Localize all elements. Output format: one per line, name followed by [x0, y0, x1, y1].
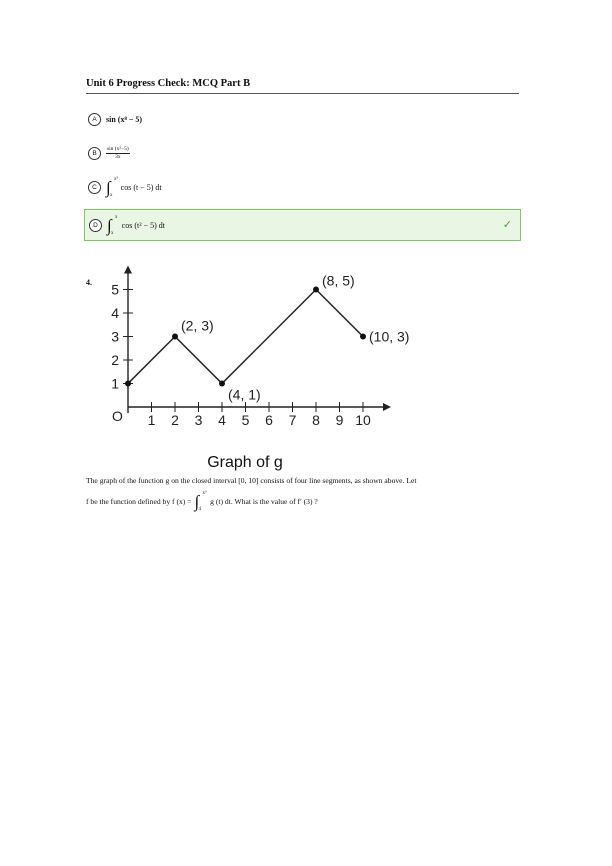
x-tick-label: 4 [218, 412, 226, 428]
option-c[interactable] [86, 174, 519, 200]
point-labels [181, 273, 409, 403]
y-tick-label: 3 [111, 328, 119, 345]
question-integral-sign: ∫ x³ 4 [194, 491, 207, 512]
option-c-lower-limit: x [110, 192, 113, 198]
question-lower-limit: 4 [198, 507, 201, 512]
title-divider [86, 93, 519, 94]
data-point [125, 381, 131, 387]
option-d-expression-group [107, 214, 166, 236]
x-tick-label: 8 [312, 412, 320, 428]
series-g [125, 287, 366, 387]
option-a[interactable] [86, 106, 519, 132]
option-b-denominator: 3x [115, 153, 121, 160]
option-c-expression-group [106, 176, 162, 198]
check-icon: ✓ [502, 218, 512, 231]
question-text-line-2 [86, 493, 526, 510]
option-b-letter: B [88, 147, 101, 160]
option-d-integral-sign: ∫ x x [107, 214, 118, 236]
x-tick-label: 2 [171, 412, 179, 428]
option-a-letter: A [88, 113, 101, 126]
option-c-letter: C [88, 181, 101, 194]
data-point [360, 334, 366, 340]
x-tick-label: 1 [147, 412, 156, 428]
option-c-integral-sign: ∫ x³ x [106, 176, 118, 198]
question-number: 4. [86, 278, 92, 287]
x-tick-label: 3 [194, 412, 203, 428]
point-label: (10, 3) [369, 328, 410, 345]
origin-label: O [112, 408, 123, 424]
point-label: (4, 1) [228, 386, 261, 403]
point-label: (2, 3) [181, 317, 214, 334]
x-tick-label: 7 [288, 412, 297, 428]
data-point [313, 287, 319, 293]
x-tick-label: 10 [355, 412, 371, 428]
option-b-fraction [106, 146, 130, 159]
option-c-expression: cos (t − 5) dt [120, 182, 162, 192]
data-point [219, 381, 225, 387]
graph-caption: Graph of g [207, 454, 283, 471]
option-c-upper-limit: x³ [114, 176, 118, 182]
page-title: Unit 6 Progress Check: MCQ Part B [86, 78, 251, 89]
option-d-expression: cos (t² − 5) dt [121, 220, 166, 230]
option-b[interactable] [86, 140, 519, 166]
ticks [111, 282, 371, 429]
x-tick-label: 6 [265, 412, 273, 428]
x-tick-label: 9 [335, 412, 344, 428]
question-integral [194, 491, 207, 512]
y-tick-label: 2 [111, 352, 119, 368]
data-point [172, 334, 178, 340]
question-upper-limit: x³ [202, 491, 207, 496]
question-text-line-1: The graph of the function g on the closed interval [0, 10] consists of four line segments, as shown above. Let [86, 476, 417, 485]
option-d-letter: D [89, 219, 102, 232]
y-tick-label: 5 [111, 281, 119, 298]
option-d[interactable] [84, 209, 521, 241]
graph-of-g [100, 262, 410, 442]
option-b-numerator: sin (x²−5) [107, 146, 129, 153]
x-tick-label: 5 [241, 412, 250, 428]
y-tick-label: 4 [111, 305, 119, 321]
option-d-lower-limit: x [111, 230, 114, 236]
option-a-expression: sin (x⁸ − 5) [106, 114, 143, 124]
option-d-upper-limit: x [115, 214, 118, 220]
question-text-part-a: f be the function defined by f (x) = [86, 496, 192, 506]
y-tick-label: 1 [111, 375, 119, 392]
series-line [128, 290, 363, 384]
question-text-part-b: g (t) dt. What is the value of f′ (3) ? [210, 496, 318, 506]
y-axis-arrow [124, 266, 132, 274]
x-axis-arrow [383, 403, 391, 411]
point-label: (8, 5) [322, 272, 355, 289]
